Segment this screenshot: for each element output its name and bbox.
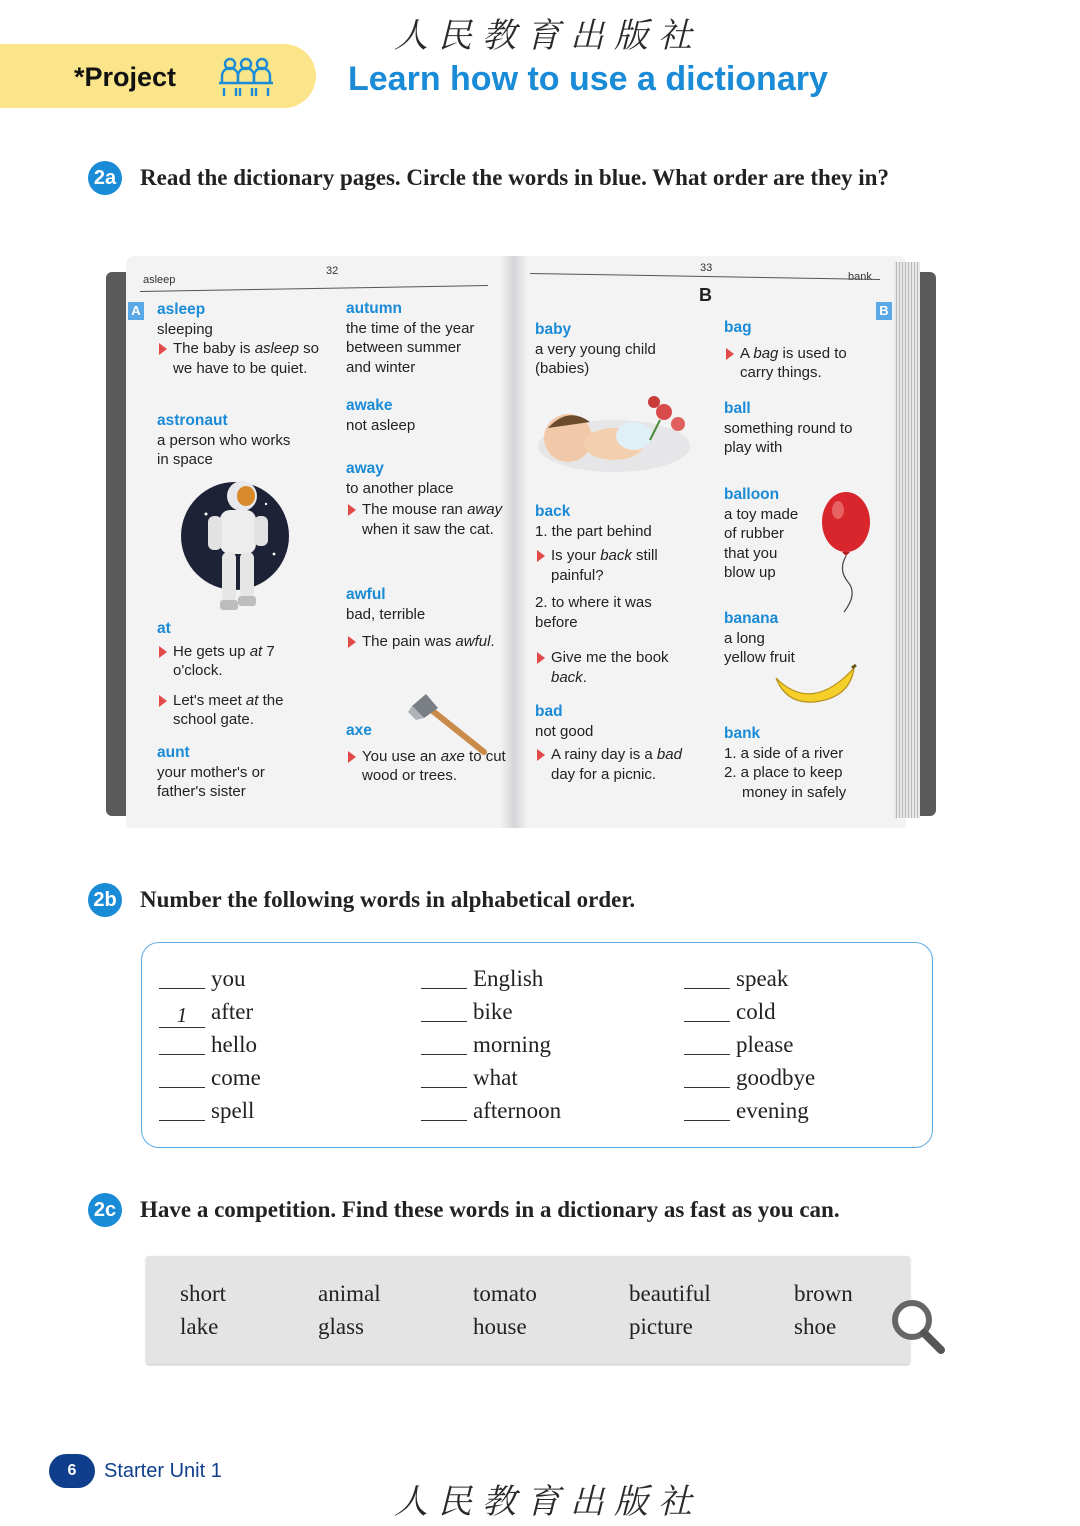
example-sentence: A rainy day is a bad day for a picnic. [535, 745, 685, 784]
search-word-column [794, 1277, 853, 1343]
exercise-badge-2c: 2c [88, 1193, 122, 1227]
list-item: afternoon [421, 1094, 561, 1127]
search-word: short [180, 1281, 226, 1306]
example-sentence: The mouse ran away when it saw the cat. [346, 500, 506, 539]
answer-blank[interactable] [684, 964, 730, 989]
headword: awful [346, 586, 386, 603]
section-letter-b: B [699, 285, 712, 305]
example-sentence: The baby is asleep so we have to be quiet. [157, 339, 327, 378]
list-item: what [421, 1061, 561, 1094]
list-item: morning [421, 1028, 561, 1061]
search-word: glass [318, 1314, 364, 1339]
entry-aunt: aunt your mother's or father's sister [157, 743, 327, 802]
exercise-badge-2b: 2b [88, 883, 122, 917]
headword: baby [535, 321, 572, 338]
answer-blank[interactable] [421, 1030, 467, 1055]
headword: ball [724, 400, 751, 417]
answer-blank[interactable] [159, 1063, 205, 1088]
example-sentence: Give me the book back. [535, 648, 705, 687]
instruction-2a: Read the dictionary pages. Circle the words in blue. What order are they in? [140, 165, 889, 190]
list-item: evening [684, 1094, 815, 1127]
project-tab-label: *Project [74, 62, 177, 92]
magnifying-glass-icon [888, 1298, 948, 1356]
answer-blank[interactable] [684, 1063, 730, 1088]
letter-tab-b: B [876, 302, 892, 320]
answer-blank[interactable] [684, 1096, 730, 1121]
balloon-illustration [818, 490, 878, 616]
page-number-right: 33 [700, 262, 713, 274]
search-word: brown [794, 1281, 853, 1306]
list-item: speak [684, 962, 815, 995]
entry-back: back 1. the part behind Is your back still painful? 2. to where it was before Give me the book back. [535, 502, 705, 687]
search-word-column [629, 1277, 711, 1343]
instruction-2c: Have a competition. Find these words in a dictionary as fast as you can. [140, 1197, 840, 1222]
headword: back [535, 503, 571, 520]
entry-baby: baby a very young child (babies) [535, 320, 705, 379]
astronaut-illustration [178, 474, 296, 620]
headword: at [157, 620, 171, 637]
search-word-column [180, 1277, 226, 1343]
headword: autumn [346, 300, 402, 317]
list-item: cold [684, 995, 815, 1028]
example-sentence: Is your back still painful? [535, 546, 705, 585]
search-word: house [473, 1314, 527, 1339]
group-of-people-icon [216, 56, 276, 98]
list-item: goodbye [684, 1061, 815, 1094]
list-item: bike [421, 995, 561, 1028]
entry-bank: bank 1. a side of a river 2. a place to keep money in safely [724, 724, 884, 802]
headword: asleep [157, 301, 206, 318]
headword: axe [346, 722, 372, 739]
example-sentence: A bag is used to carry things. [724, 344, 874, 383]
list-item: English [421, 962, 561, 995]
entry-balloon: balloon a toy made of rubber that you blow up [724, 485, 824, 583]
headword: away [346, 460, 384, 477]
example-sentence: The pain was awful. [346, 632, 506, 652]
entry-astronaut: astronaut a person who works in space [157, 411, 327, 470]
guide-word-right: bank [848, 271, 872, 283]
entry-awful: awful bad, terrible The pain was awful. [346, 585, 506, 652]
letter-tab-a: A [128, 302, 144, 320]
publisher-watermark-top: 人民教育出版社 [394, 16, 702, 56]
search-word: shoe [794, 1314, 837, 1339]
entry-awake: awake not asleep [346, 396, 506, 435]
entry-away: away to another place The mouse ran away when it saw the cat. [346, 459, 506, 539]
word-column-3 [684, 962, 815, 1127]
answer-blank[interactable]: 1 [159, 1003, 205, 1028]
entry-axe [346, 721, 506, 786]
entry-bad: bad not good A rainy day is a bad day for a picnic. [535, 702, 685, 784]
page-title: Learn how to use a dictionary [348, 60, 828, 98]
list-item: spell [159, 1094, 261, 1127]
search-word: picture [629, 1314, 693, 1339]
guide-word-left: asleep [143, 274, 176, 286]
search-word-column [473, 1277, 537, 1343]
answer-blank[interactable] [421, 1063, 467, 1088]
entry-asleep: asleep sleeping The baby is asleep so we have to be quiet. [157, 300, 327, 378]
entry-bag [724, 318, 874, 383]
search-word: lake [180, 1314, 219, 1339]
headword: aunt [157, 744, 190, 761]
headword: bank [724, 725, 761, 742]
search-word: beautiful [629, 1281, 711, 1306]
list-item: 1 after [159, 995, 261, 1028]
answer-blank[interactable] [421, 964, 467, 989]
publisher-watermark-bottom: 人民教育出版社 [394, 1482, 702, 1522]
entry-at [157, 619, 327, 730]
headword: banana [724, 610, 779, 627]
search-word-column [318, 1277, 381, 1343]
entry-banana: banana a long yellow fruit [724, 609, 844, 668]
exercise-badge-2a: 2a [88, 161, 122, 195]
headword: awake [346, 397, 393, 414]
headword: bad [535, 703, 563, 720]
list-item: come [159, 1061, 261, 1094]
unit-label: Starter Unit 1 [104, 1460, 222, 1482]
instruction-2b: Number the following words in alphabetical order. [140, 887, 636, 912]
answer-blank[interactable] [421, 997, 467, 1022]
banana-illustration [772, 664, 858, 708]
page-edges [894, 262, 920, 818]
answer-blank[interactable] [159, 1096, 205, 1121]
example-sentence: Let's meet at the school gate. [157, 691, 327, 730]
search-word: tomato [473, 1281, 537, 1306]
answer-blank[interactable] [684, 1030, 730, 1055]
answer-blank[interactable] [684, 997, 730, 1022]
search-word: animal [318, 1281, 381, 1306]
headword: bag [724, 319, 752, 336]
baby-illustration [534, 394, 694, 476]
answer-blank[interactable] [159, 964, 205, 989]
answer-blank[interactable] [159, 1030, 205, 1055]
example-sentence: He gets up at 7 o'clock. [157, 642, 327, 681]
answer-blank[interactable] [421, 1096, 467, 1121]
list-item: hello [159, 1028, 261, 1061]
page-number-badge: 6 [49, 1454, 95, 1488]
page-number-left: 32 [326, 265, 339, 277]
list-item: please [684, 1028, 815, 1061]
headword: balloon [724, 486, 780, 503]
list-item: you [159, 962, 261, 995]
word-column-2 [421, 962, 561, 1127]
example-sentence: You use an axe to cut wood or trees. [346, 747, 506, 786]
entry-ball: ball something round to play with [724, 399, 884, 458]
headword: astronaut [157, 412, 228, 429]
entry-autumn: autumn the time of the year between summer and winter [346, 299, 506, 377]
word-column-1 [159, 962, 261, 1127]
